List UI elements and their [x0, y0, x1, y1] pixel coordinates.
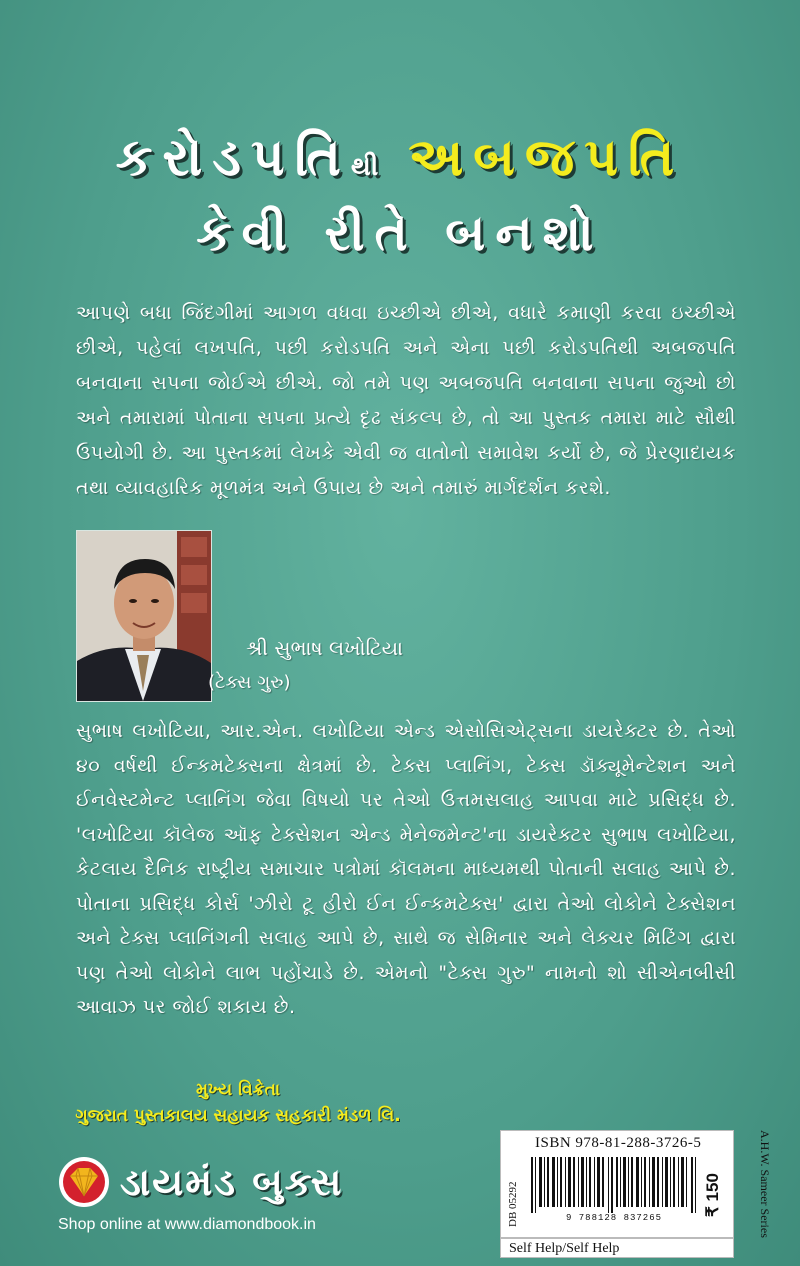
title-word-crorepati: કરોડપતિ — [115, 128, 351, 188]
barcode-digits: 9 788128 837265 — [565, 1213, 662, 1223]
book-title-line-1 — [0, 128, 800, 189]
series-label: A.H.W. Sameer Series — [758, 1130, 772, 1238]
author-title: (ટેક્સ ગુરુ) — [208, 672, 291, 693]
author-bio-paragraph: સુભાષ લખોટિયા, આર.એન. લખોટિયા એન્ડ એસોસિએટ્સના ડાયરેક્ટર છે. તેઓ ૪૦ વર્ષથી ઈન્કમટેક્સના ક્ષેત્રમાં છે. ટેક્સ પ્લાનિંગ, ટેક્સ ડૉક્યૂમેન્ટેશન અને ઈનવેસ્ટમેન્ટ પ્લાનિંગ જેવા વિષયો પર તેઓ ઉત્તમસલાહ આપવા માટે પ્રસિદ્ધ છે. 'લખોટિયા કૉલેજ ઑફ ટેક્સેશન એન્ડ મેનેજમેન્ટ'ના ડાયરેક્ટર સુભાષ લખોટિયા, કેટલાય દૈનિક રાષ્ટ્રીય સમાચાર પત્રોમાં કૉલમના માધ્યમથી પોતાની સલાહ આપે છે. પોતાના પ્રસિદ્ધ કોર્સ 'ઝીરો ટૂ હીરો ઈન ઈન્કમટેક્સ' દ્વારા તેઓ લોકોને ટેક્સેશન અને ટેક્સ પ્લાનિંગની સલાહ આપે છે, સાથે જ સેમિનાર અને લેક્ચર મિટિંગ દ્વારા પણ તેઓ લોકોને લાભ પહોંચાડે છે. એમનો "ટેક્સ ગુરુ" નામનો શો સીએનબીસી આવાઝ પર જોઈ શકાય છે. — [76, 720, 737, 1018]
shop-online-text: Shop online at www.diamondbook.in — [58, 1216, 316, 1233]
title-word-abajpati: અબજપતિ — [408, 128, 685, 188]
author-photo — [76, 530, 212, 702]
isbn-number: ISBN 978-81-288-3726-5 — [535, 1135, 702, 1151]
barcode-icon — [529, 1157, 699, 1213]
book-category: Self Help/Self Help — [500, 1238, 734, 1258]
book-title-line-2: કેવી રીતે બનશો — [196, 204, 604, 262]
diamond-books-logo-icon — [58, 1156, 110, 1208]
publisher-brand — [58, 1156, 458, 1212]
title-word-thi: થી — [350, 152, 381, 182]
db-code: DB 05292 — [507, 1181, 519, 1227]
barcode-panel — [500, 1130, 734, 1238]
intro-paragraph: આપણે બધા જિંદગીમાં આગળ વધવા ઇચ્છીએ છીએ, વધારે કમાણી કરવા ઇચ્છીએ છીએ, પહેલાં લખપતિ, પછી કરોડપતિ અને એના પછી કરોડપતિથી અબજપતિ બનવાના સપના જોઈએ છીએ. જો તમે પણ અબજપતિ બનવાના સપના જુઓ છો અને તમારામાં પોતાના સપના પ્રત્યે દૃઢ સંકલ્પ છે, તો આ પુસ્તક તમારા માટે સૌથી ઉપયોગી છે. આ પુસ્તકમાં લેખકે એવી જ વાતોનો સમાવેશ કર્યો છે, જે પ્રેરણાદાયક તથા વ્યાવહારિક મૂળમંત્ર અને ઉપાય છે અને તમારું માર્ગદર્શન કરશે. — [76, 302, 736, 499]
distributor-name: ગુજરાત પુસ્તકાલય સહાયક સહકારી મંડળ લિ. — [75, 1106, 401, 1126]
publisher-name: ડાયમંડ બુક્સ — [120, 1160, 344, 1204]
distributor-label: મુખ્ય વિક્રેતા — [195, 1080, 281, 1100]
price-label: ₹ 150 — [703, 1173, 722, 1217]
author-name: શ્રી સુભાષ લખોટિયા — [246, 636, 404, 660]
